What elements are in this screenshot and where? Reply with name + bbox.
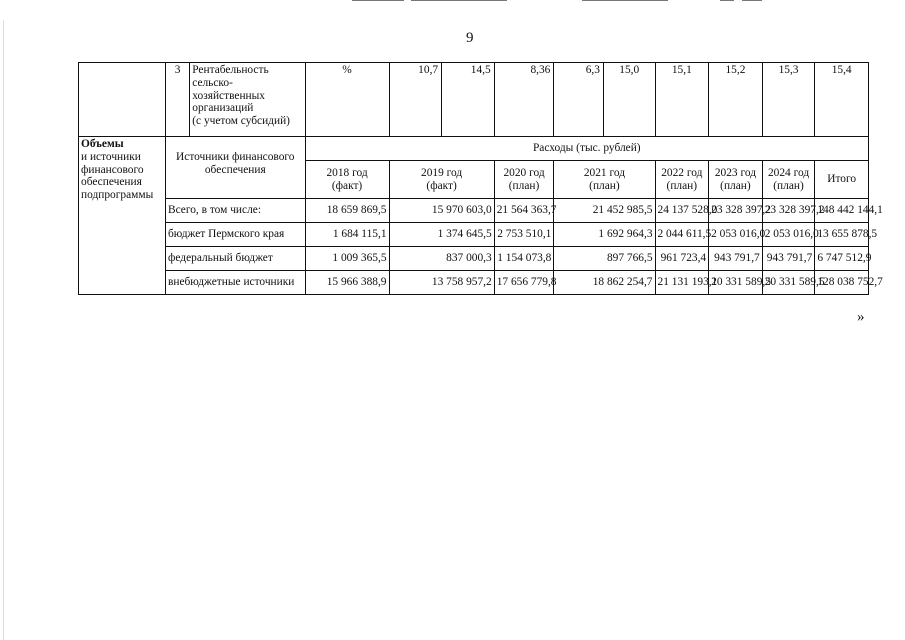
indicator-value: 10,7 (389, 63, 442, 137)
finance-value: 24 137 528,0 (655, 199, 709, 223)
finance-value: 897 766,5 (554, 247, 655, 271)
sources-header: Источники финансового обеспечения (165, 137, 305, 199)
year-header (554, 161, 655, 199)
finance-value: 21 564 363,7 (494, 199, 554, 223)
year-status: (факт) (331, 179, 363, 192)
subprogram-table (78, 62, 883, 295)
year-label: 2021 год (583, 166, 626, 179)
finance-value: 15 966 388,9 (305, 271, 389, 295)
finance-row (79, 199, 869, 223)
year-status: (факт) (426, 179, 457, 192)
finance-title-line: Объемы (81, 138, 124, 150)
indicator-value: 8,36 (494, 63, 554, 137)
year-label: 2019 год (421, 166, 463, 179)
scan-left-edge (3, 20, 4, 640)
finance-value: 6 747 512,9 (815, 247, 869, 271)
total-header: Итого (815, 161, 869, 199)
finance-title-line: обеспечения (81, 176, 142, 189)
finance-value: 1 154 073,8 (494, 247, 554, 271)
indicator-number: 3 (165, 63, 189, 137)
year-header (305, 161, 389, 199)
finance-value: 13 655 878,5 (815, 223, 869, 247)
year-status: (план) (666, 179, 698, 192)
finance-value: 17 656 779,8 (494, 271, 554, 295)
finance-row (79, 247, 869, 271)
indicator-value: 15,3 (762, 63, 815, 137)
year-status: (план) (773, 179, 804, 192)
year-header (494, 161, 554, 199)
year-label: 2020 год (503, 166, 545, 179)
year-status: (план) (720, 179, 751, 192)
finance-value: 837 000,3 (389, 247, 494, 271)
indicator-value: 15,2 (709, 63, 763, 137)
finance-value: 1 374 645,5 (389, 223, 494, 247)
indicator-name-line: сельско- (192, 76, 233, 89)
finance-value: 20 331 589,5 (762, 271, 815, 295)
finance-value: 2 044 611,5 (655, 223, 709, 247)
finance-value: 1 009 365,5 (305, 247, 389, 271)
finance-header-row (79, 137, 869, 161)
finance-value: 961 723,4 (655, 247, 709, 271)
indicator-value: 15,0 (603, 63, 655, 137)
year-status: (план) (589, 179, 620, 192)
finance-value: 23 328 397,2 (709, 199, 763, 223)
finance-row-label: Всего, в том числе: (165, 199, 305, 223)
finance-value: 21 131 193,1 (655, 271, 709, 295)
year-label: 2023 год (714, 166, 757, 179)
year-label: 2024 год (767, 166, 810, 179)
year-status: (план) (508, 179, 540, 192)
finance-value: 2 053 016,0 (762, 223, 815, 247)
year-header (762, 161, 815, 199)
finance-value: 1 692 964,3 (554, 223, 655, 247)
finance-value: 943 791,7 (709, 247, 763, 271)
finance-value: 21 452 985,5 (554, 199, 655, 223)
page-number: 9 (466, 30, 474, 46)
finance-section-title (79, 137, 166, 295)
indicator-unit: % (305, 63, 389, 137)
year-label: 2018 год (326, 166, 368, 179)
indicator-value: 6,3 (554, 63, 604, 137)
finance-value: 23 328 397,2 (762, 199, 815, 223)
indicator-name-line: (с учетом субсидий) (192, 115, 290, 128)
finance-value: 15 970 603,0 (389, 199, 494, 223)
finance-value: 18 862 254,7 (554, 271, 655, 295)
closing-quote: » (857, 309, 865, 325)
indicator-row (79, 63, 869, 137)
finance-title-line: финансового (81, 163, 144, 176)
finance-value: 1 684 115,1 (305, 223, 389, 247)
finance-value: 13 758 957,2 (389, 271, 494, 295)
finance-row-label: внебюджетные источники (165, 271, 305, 295)
indicator-name (190, 63, 305, 137)
finance-row-label: федеральный бюджет (165, 247, 305, 271)
finance-value: 943 791,7 (762, 247, 815, 271)
finance-value: 128 038 752,7 (815, 271, 869, 295)
finance-value: 148 442 144,1 (815, 199, 869, 223)
indicator-value: 15,1 (655, 63, 709, 137)
finance-row-label: бюджет Пермского края (165, 223, 305, 247)
finance-value: 2 053 016,0 (709, 223, 763, 247)
finance-value: 20 331 589,5 (709, 271, 763, 295)
finance-title-line: и источники (81, 150, 141, 163)
year-label: 2022 год (661, 166, 703, 179)
finance-value: 18 659 869,5 (305, 199, 389, 223)
indicator-name-line: организаций (192, 102, 254, 115)
finance-value: 2 753 510,1 (494, 223, 554, 247)
year-header (389, 161, 494, 199)
expenses-header: Расходы (тыс. рублей) (305, 137, 868, 161)
finance-row (79, 271, 869, 295)
year-header (655, 161, 709, 199)
finance-row (79, 223, 869, 247)
indicator-value: 15,4 (815, 63, 869, 137)
year-header (709, 161, 763, 199)
empty-cell (79, 63, 166, 137)
indicator-name-line: Рентабельность (192, 64, 269, 76)
indicator-value: 14,5 (442, 63, 495, 137)
indicator-name-line: хозяйственных (192, 89, 265, 102)
finance-title-line: подпрограммы (81, 189, 154, 202)
